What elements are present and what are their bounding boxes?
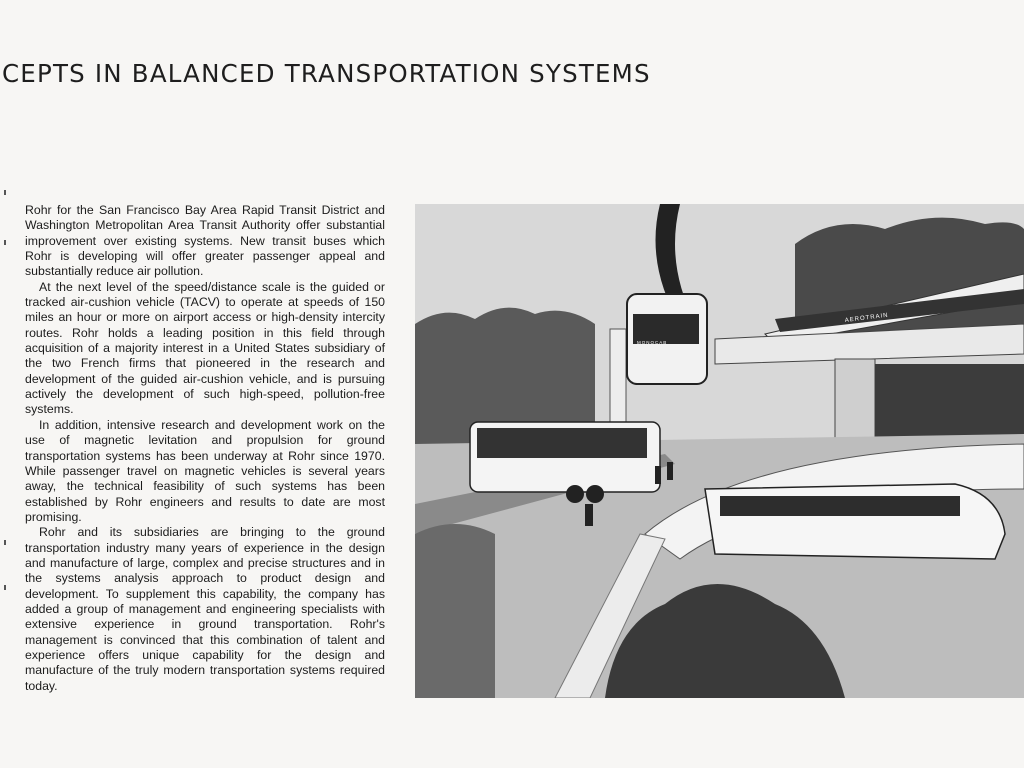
- station-platform: [875, 364, 1024, 439]
- margin-mark: [4, 240, 6, 245]
- monocab-sign: MONOCAB: [637, 340, 668, 345]
- support-pillar: [835, 359, 875, 439]
- pedestrian-figure: [667, 462, 673, 480]
- aerotrain-sign: AEROTRAIN: [844, 312, 889, 324]
- bus-wheel: [586, 485, 604, 503]
- article-body: [25, 203, 385, 694]
- bus-wheel: [566, 485, 584, 503]
- page-title: CEPTS IN BALANCED TRANSPORTATION SYSTEMS: [2, 59, 651, 88]
- margin-mark: [4, 190, 6, 195]
- paragraph-2: At the next level of the speed/distance scale is the guided or tracked air-cushion vehicle (TACV) to operate at speeds of 150 miles an hour or more on airport access or high-density intercity routes. Rohr holds a leading position in this field through acquisition of a majority interest in a United States subsidiary of the two French firms that pioneered in the research and development of the guided air-cushion vehicle, and is pursuing actively the development of such high-speed, pollution-free systems.: [25, 279, 385, 417]
- foreground-shrubs: [415, 524, 495, 698]
- transit-illustration: [415, 204, 1024, 698]
- margin-mark: [4, 585, 6, 590]
- bus-windows: [477, 428, 647, 458]
- pedestrian-figure: [585, 504, 593, 526]
- transit-scene: [415, 204, 1024, 698]
- paragraph-4: Rohr and its subsidiaries are bringing to the ground transportation industry many years of experience in the design and manufacture of large, complex and precise structures and in the systems analysis approach to product design and development. To supplement this capability, the company has added a group of management and engineering specialists with extensive experience in ground transportation. Rohr's management is convinced that this combination of talent and experience offers unique capability for the design and manufacture of the truly modern transportation systems required today.: [25, 525, 385, 693]
- rapid-transit-train: [705, 484, 1005, 559]
- paragraph-1: Rohr for the San Francisco Bay Area Rapid Transit District and Washington Metropolitan Area Transit Authority offer substantial improvement over existing systems. New transit buses which Rohr is developing will offer greater passenger appeal and substantially reduce air pollution.: [25, 203, 385, 279]
- train-windows: [720, 496, 960, 516]
- pedestrian-figure: [655, 466, 661, 484]
- margin-mark: [4, 540, 6, 545]
- paragraph-3: In addition, intensive research and development work on the use of magnetic levitation and propulsion for ground transportation systems has been underway at Rohr since 1970. While passenger travel on magnetic vehicles is several years away, the technical feasibility of such systems has been established by Rohr engineers and results to date are most promising.: [25, 417, 385, 524]
